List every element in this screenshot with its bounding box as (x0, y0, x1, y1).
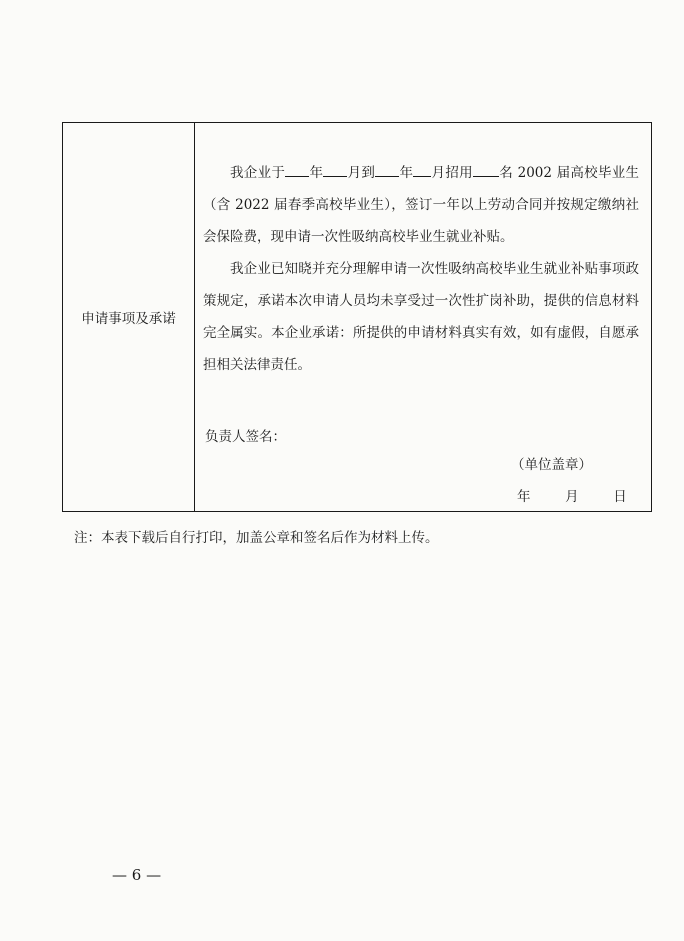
para1-text-3: 月到 (347, 165, 376, 181)
blank-headcount (473, 176, 499, 177)
para1-text-1: 我企业于 (230, 165, 286, 181)
date-day: 日 (613, 489, 627, 505)
date-line (517, 485, 627, 505)
blank-end-year (375, 176, 399, 177)
blank-start-month (323, 176, 347, 177)
row-label: 申请事项及承诺 (81, 311, 176, 327)
date-year: 年 (517, 489, 531, 505)
blank-end-month (413, 176, 431, 177)
row-content-cell (195, 123, 651, 511)
application-form-table (62, 122, 652, 512)
commitment-paragraph: 我企业已知晓并充分理解申请一次性吸纳高校毕业生就业补贴事项政策规定，承诺本次申请人员均未享受过一次性扩岗补助，提供的信息材料完全属实。本企业承诺：所提供的申请材料真实有效，如有虚假，自愿承担相关法律责任。 (203, 261, 639, 373)
footnote: 注：本表下载后自行打印，加盖公章和签名后作为材料上传。 (74, 530, 439, 546)
date-month: 月 (565, 489, 579, 505)
para1-text-4: 年 (399, 165, 414, 181)
application-paragraph (203, 157, 639, 253)
page-number: — 6 — (112, 866, 162, 884)
signature-label: 负责人签名： (205, 429, 286, 445)
para1-text-2: 年 (309, 165, 324, 181)
para1-text-5: 月招用 (431, 165, 473, 181)
para1-text-6: 名 2002 届高校毕业生（含 2022 届春季高校毕业生），签订一年以上劳动合同并按规定缴纳社会保险费，现申请一次性吸纳高校毕业生就业补贴。 (203, 165, 640, 245)
row-label-cell (63, 123, 195, 511)
seal-label: （单位盖章） (511, 457, 592, 473)
blank-start-year (285, 176, 309, 177)
